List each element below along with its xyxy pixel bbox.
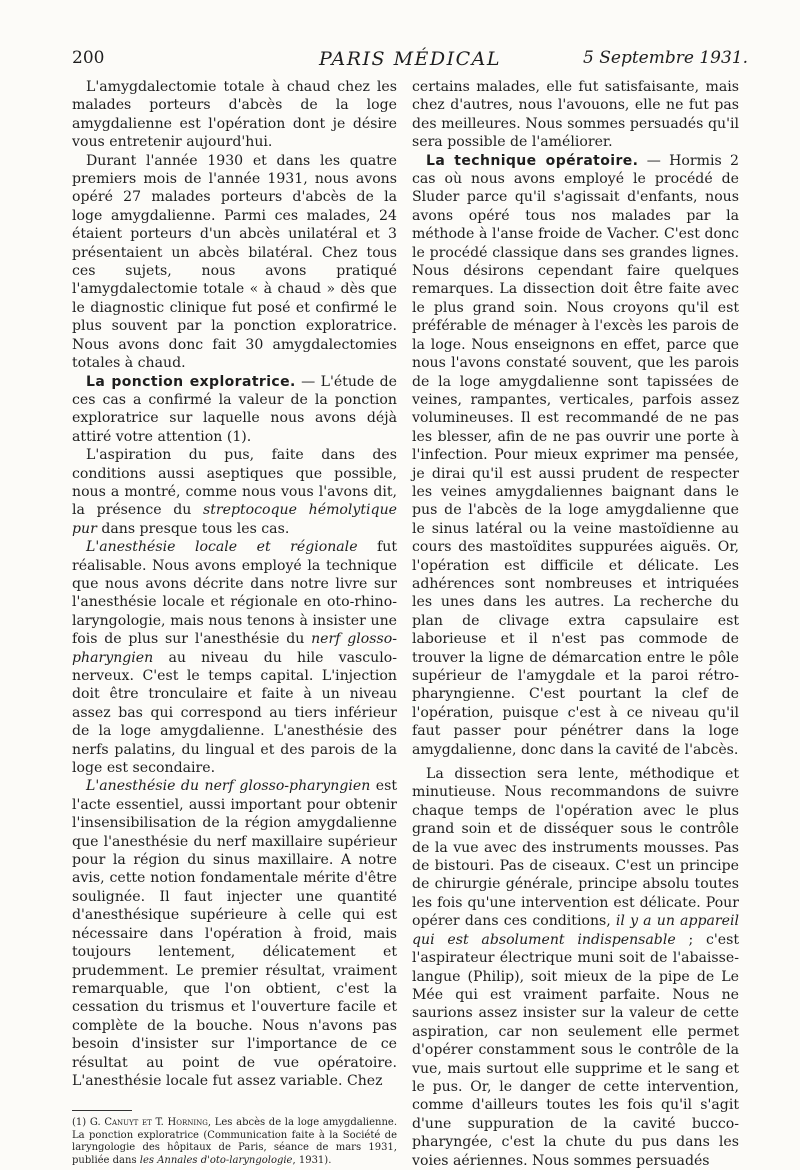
right-column xyxy=(412,78,739,1170)
emphasis: streptocoque hémolytique pur xyxy=(72,502,397,537)
paragraph-text: ; c'est l'aspirateur électrique muni soit de l'abaisse-langue (Philip), soit mieux de la pipe de Le Mée qui est vraiment parfaite. Nous ne saurions assez insister sur la valeur de cette aspiration, car non seulement elle permet d'opérer constamment sous le contrôle de la vue, mais surtout elle supprime et le sang et le pus. Or, le danger de cette intervention, comme d'ailleurs toutes les fois qu'il s'agit d'une suppuration de la cavité bucco-pharyngée, c'est la chute du pus dans les voies aériennes. Nous sommes persuadés xyxy=(412,931,739,1169)
paragraph-text: au niveau du hile vasculo-nerveux. C'est le temps capital. L'injection doit être tronculaire et faite à un niveau assez bas qui correspond au tiers inférieur de la loge amygdalienne. L'anesthésie des nerfs palatins, du lingual et des parois de la loge est secondaire. xyxy=(72,649,397,777)
emphasis: nerf glosso-pharyngien xyxy=(72,631,397,666)
paragraph-text: — Hormis 2 cas où nous avons employé le procédé de Sluder parce qu'il s'agissait d'enfants, nous avons opéré tous nos malades par la méthode à l'anse froide de Vacher. C'est donc le procédé classique dans ses grandes lignes. Nous désirons cependant faire quelques remarques. La dissection doit être faite avec le plus grand soin. Nous croyons qu'il est préférable de ménager à l'excès les parois de la loge. Nous enseignons en effet, parce que nous l'avons constaté souvent, que les parois de la loge amygdalienne sont tapissées de veines, rampantes, verticales, parfois assez volumineuses. Il est recommandé de ne pas les blesser, afin de ne pas ouvrir une porte à l'infection. Pour mieux exprimer ma pensée, je dirai qu'il est aussi prudent de respecter les veines amygdaliennes baignant dans le pus de l'abcès de la loge amygdalienne que le sinus latéral ou la veine mastoïdienne au cours des mastoïdites suppurées aiguës. Or, l'opération est difficile et délicate. Les adhérences sont nombreuses et intriquées les unes dans les autres. La recherche du plan de clivage extra capsulaire est laborieuse et il n'est pas commode de trouver la ligne de démarcation entre le pôle supérieur de l'amygdale et la paroi rétro-pharyngienne. C'est pourtant la clef de l'opération, puisque c'est à ce niveau qu'il faut passer pour pénétrer dans la loge amygdalienne, donc dans la cavité de l'abcès. xyxy=(412,152,739,758)
section-heading: La ponction exploratrice. xyxy=(86,373,296,390)
paragraph-text: La dissection sera lente, méthodique et minutieuse. Nous recommandons de suivre chaque temps de l'opération avec le plus grand soin et de disséquer sous le contrôle de la vue avec des instruments mousses. Pas de bistouri. Pas de ciseaux. C'est un principe de chirurgie générale, principe absolu toutes les fois qu'une intervention est délicate. Pour opérer dans ces conditions, xyxy=(412,766,739,930)
footnote-marker: (1) xyxy=(72,1117,90,1129)
paragraph-text: — L'étude de ces cas a confirmé la valeur de la ponction exploratrice sur laquelle nous avons déjà attiré votre attention (1). xyxy=(72,373,398,445)
footnote-journal: les Annales d'oto-laryngologie xyxy=(139,1154,293,1166)
footnote-divider xyxy=(72,1110,132,1111)
paragraph xyxy=(412,765,739,1170)
paragraph xyxy=(72,446,397,538)
footnote-authors: G. Canuyt et T. Horning xyxy=(89,1117,208,1129)
paragraph: Durant l'année 1930 et dans les quatre premiers mois de l'année 1931, nous avons opéré 27 malades porteurs d'abcès de la loge amygdalienne. Parmi ces malades, 24 étaient porteurs d'un abcès unilatéral et 3 présentaient un abcès bilatéral. Chez tous ces sujets, nous avons pratiqué l'amygdalectomie totale « à chaud » dès que le diagnostic clinique fut posé et confirmé le plus souvent par la ponction exploratrice. Nous avons donc fait 30 amygdalectomies totales à chaud. xyxy=(72,152,397,372)
footnote-text: , 1931). xyxy=(292,1154,332,1166)
page-header xyxy=(72,48,748,74)
paragraph xyxy=(72,373,397,447)
issue-date: 5 Septembre 1931. xyxy=(583,48,748,68)
footnote-text: , Les abcès de la loge amygdalienne. La ponction exploratrice (Communication faite à la Société de laryngologie des hôpitaux de Paris, séance de mars 1931, publiée dans xyxy=(72,1117,398,1166)
section-heading: La technique opératoire. xyxy=(426,152,639,169)
footnote xyxy=(72,1117,397,1167)
paragraph-text: fut réalisable. Nous avons employé la technique que nous avons décrite dans notre livre sur l'anesthésie locale et régionale en oto-rhino-laryngologie, mais nous tenons à insister une fois de plus sur l'anesthésie du xyxy=(72,539,398,648)
journal-title: PARIS MÉDICAL xyxy=(318,48,502,70)
paragraph xyxy=(72,777,397,1090)
paragraph: certains malades, elle fut satisfaisante, mais chez d'autres, nous l'avouons, elle ne fut pas des meilleures. Nous sommes persuadés qu'il sera possible de l'améliorer. xyxy=(412,79,739,151)
emphasis: L'anesthésie locale et régionale xyxy=(86,539,358,556)
paragraph xyxy=(412,152,739,759)
paragraph-text: est l'acte essentiel, aussi important pour obtenir l'insensibilisation de la région amygdalienne que l'anesthésie du nerf maxillaire supérieur pour la région du sinus maxillaire. A notre avis, cette notion fondamentale mérite d'être soulignée. Il faut injecter une quantité d'anesthésique supérieure à celle qui est nécessaire dans l'opération à froid, mais toujours lentement, délicatement et prudemment. Le premier résultat, vraiment remarquable, que l'on obtient, c'est la cessation du trismus et l'ouverture facile et complète de la bouche. Nous n'avons pas besoin d'insister sur l'importance de ce résultat au point de vue opératoire. L'anesthésie locale fut assez variable. Chez xyxy=(72,778,398,1089)
page-number: 200 xyxy=(72,48,105,68)
paragraph-text: L'aspiration du pus, faite dans des conditions aussi aseptiques que possible, nous a montré, comme nous vous l'avons dit, la présence du xyxy=(72,447,397,519)
left-column xyxy=(72,78,397,1167)
paragraph: L'amygdalectomie totale à chaud chez les malades porteurs d'abcès de la loge amygdalienne est l'opération dont je désire vous entretenir aujourd'hui. xyxy=(72,79,397,151)
emphasis: L'anesthésie du nerf glosso-pharyngien xyxy=(86,778,371,795)
paragraph xyxy=(72,538,397,777)
emphasis: il y a un appareil qui est absolument indispensable xyxy=(412,913,739,948)
paragraph-text: dans presque tous les cas. xyxy=(96,520,290,537)
